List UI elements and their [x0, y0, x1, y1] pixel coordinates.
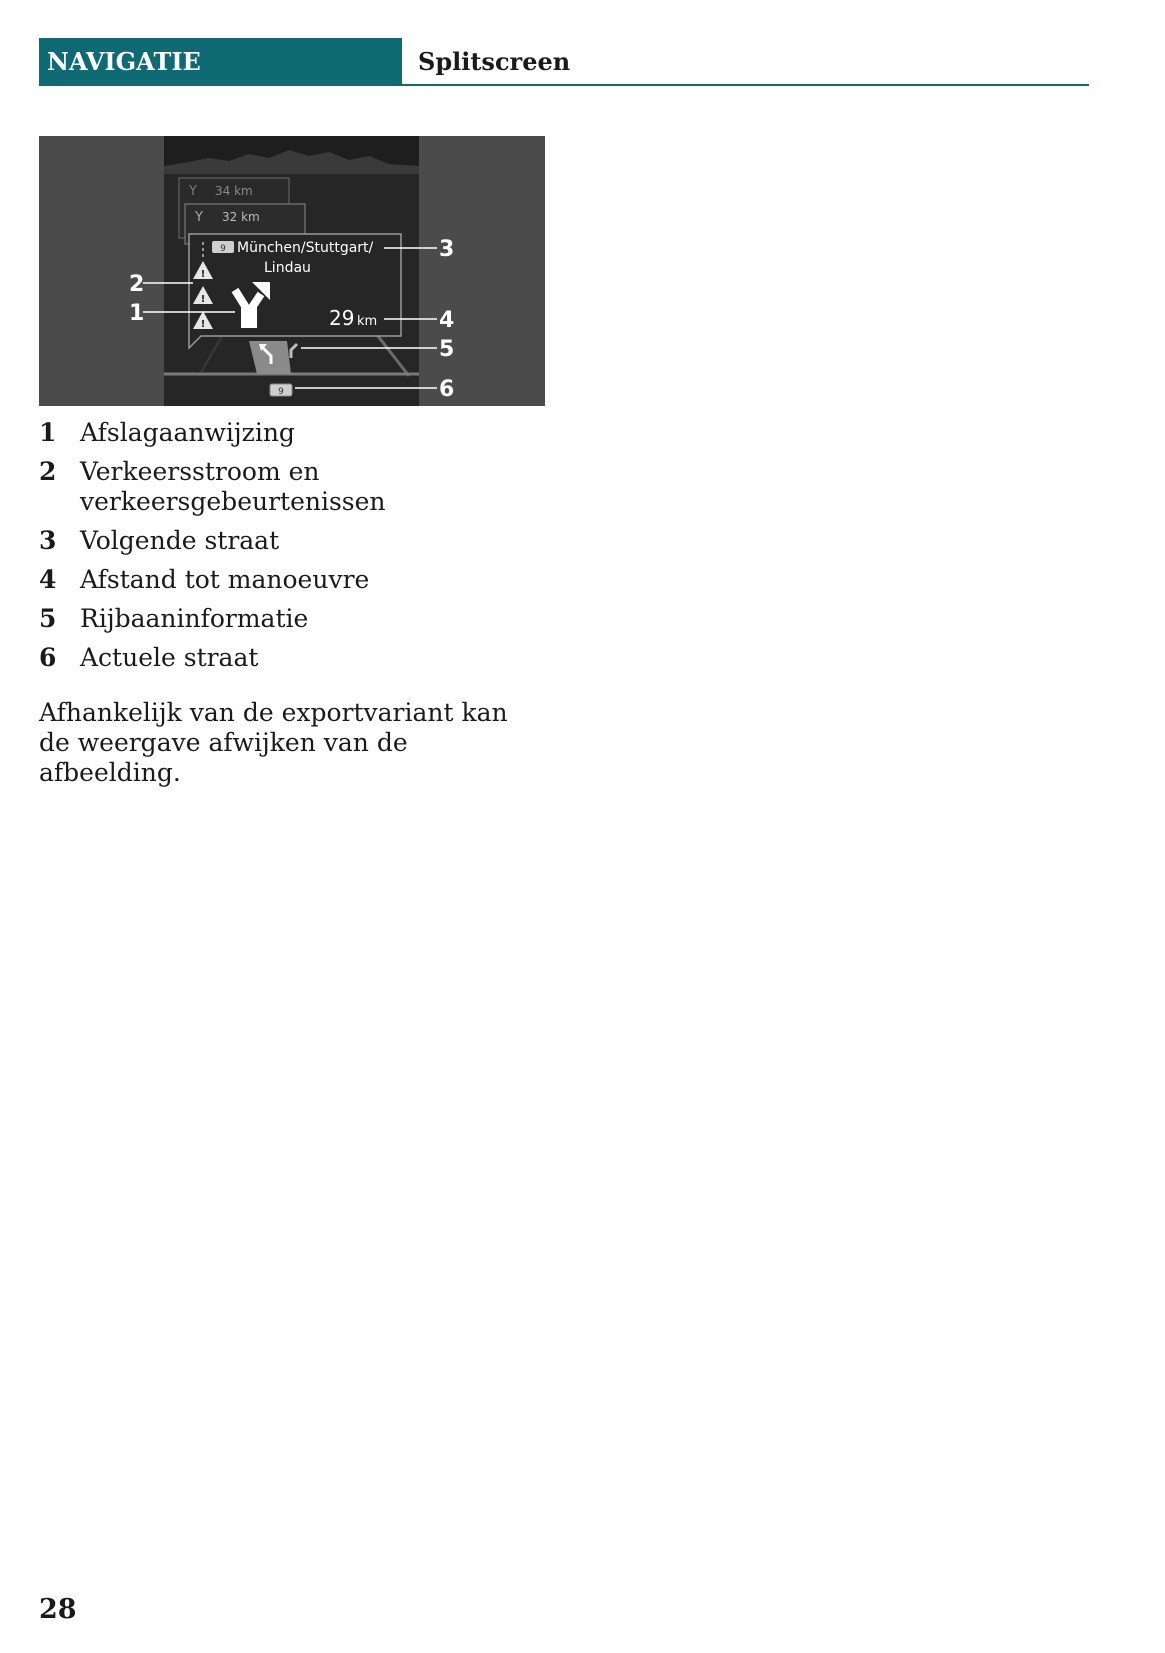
header-divider: [402, 84, 1089, 86]
splitscreen-illustration: [39, 136, 545, 406]
callout-5: 5: [439, 337, 455, 362]
callout-4: 4: [439, 308, 455, 333]
page-number: 28: [39, 1594, 77, 1625]
legend-item: [39, 604, 539, 634]
legend-number: 6: [39, 643, 57, 672]
legend-item: [39, 526, 539, 556]
callout-1: 1: [129, 301, 145, 326]
svg-text:!: !: [200, 269, 206, 280]
legend-item: [39, 457, 539, 517]
splitscreen-figure: [39, 136, 545, 406]
legend-text: Afstand tot manoeuvre: [80, 565, 370, 594]
callout-2: 2: [129, 272, 145, 297]
callout-3: 3: [439, 237, 455, 262]
distance-unit: km: [357, 314, 378, 329]
legend-text: Volgende straat: [80, 526, 280, 555]
legend-text: Verkeersstroom en verkeersgebeurtenissen: [80, 457, 386, 516]
legend-text: Afslagaanwijzing: [80, 418, 295, 447]
page-title: Splitscreen: [418, 47, 571, 76]
legend-number: 3: [39, 526, 57, 555]
legend-text: Rijbaaninformatie: [80, 604, 309, 633]
destination-line2: Lindau: [264, 260, 311, 276]
svg-text:!: !: [200, 294, 206, 305]
road-badge-number: 9: [220, 244, 226, 254]
variant-note: Afhankelijk van de exportvariant kan de weergave afwijken van de afbeelding.: [39, 698, 508, 787]
legend-number: 1: [39, 418, 57, 447]
distance-far: 34 km: [215, 184, 253, 198]
legend-text: Actuele straat: [80, 643, 259, 672]
fork-icon-far: Y: [189, 184, 197, 199]
legend-item: [39, 565, 539, 595]
legend-item: [39, 643, 539, 673]
section-header: NAVIGATIE: [39, 38, 402, 86]
svg-text:!: !: [200, 319, 206, 330]
current-road-badge-number: 9: [278, 387, 284, 397]
legend-number: 4: [39, 565, 57, 594]
legend-item: [39, 418, 539, 448]
legend-list: [39, 418, 539, 682]
legend-number: 5: [39, 604, 57, 633]
fork-icon-near: Y: [195, 210, 203, 225]
legend-number: 2: [39, 457, 57, 486]
distance-value: 29: [329, 306, 355, 330]
distance-near: 32 km: [222, 210, 260, 224]
destination-line1: München/Stuttgart/: [237, 240, 374, 256]
callout-6: 6: [439, 377, 455, 402]
